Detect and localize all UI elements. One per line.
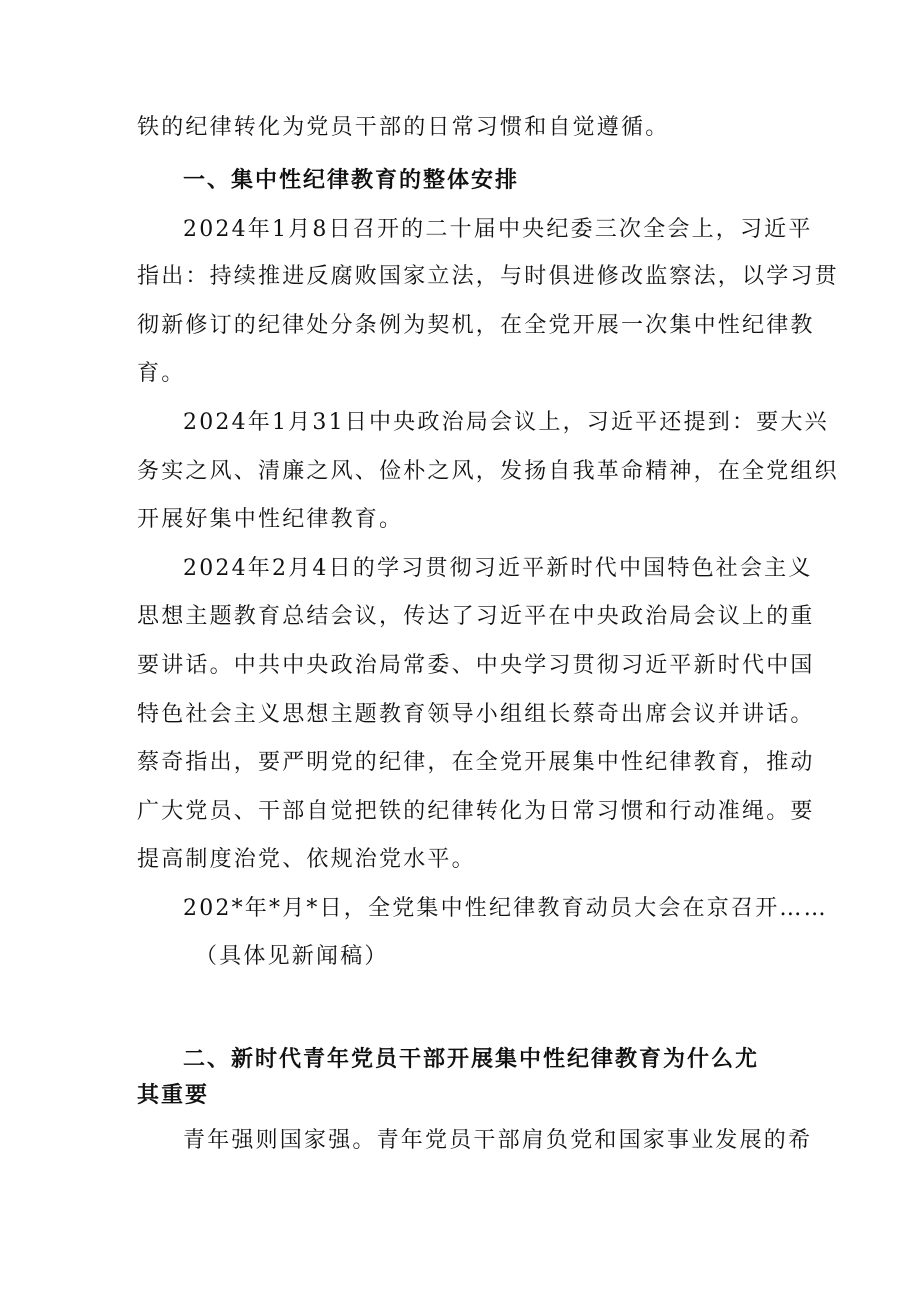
body-text-line: 开展好集中性纪律教育。 bbox=[137, 507, 404, 532]
body-text-line: 指出：持续推进反腐败国家立法，与时俱进修改监察法，以学习贯 bbox=[137, 264, 839, 289]
body-text-line: 2024年1月8日召开的二十届中央纪委三次全会上，习近平 bbox=[183, 217, 813, 242]
body-text-line: 铁的纪律转化为党员干部的日常习惯和自觉遵循。 bbox=[137, 115, 670, 140]
body-text-line: 202*年*月*日，全党集中性纪律教育动员大会在京召开…… bbox=[183, 896, 828, 921]
body-text-line: 提高制度治党、依规治党水平。 bbox=[137, 847, 476, 872]
note-text: （具体见新闻稿） bbox=[195, 944, 389, 969]
body-text-line: 广大党员、干部自觉把铁的纪律转化为日常习惯和行动准绳。要 bbox=[137, 799, 815, 824]
body-text-line: 育。 bbox=[137, 361, 186, 386]
body-text-line: 特色社会主义思想主题教育领导小组组长蔡奇出席会议并讲话。 bbox=[137, 702, 815, 727]
section-heading-2: 二、新时代青年党员干部开展集中性纪律教育为什么尤 bbox=[183, 1046, 760, 1072]
body-text-line: 务实之风、清廉之风、俭朴之风，发扬自我革命精神，在全党组织 bbox=[137, 459, 839, 484]
body-text-line: 2024年2月4日的学习贯彻习近平新时代中国特色社会主义 bbox=[183, 556, 813, 581]
body-text-line: 青年强则国家强。青年党员干部肩负党和国家事业发展的希 bbox=[183, 1128, 813, 1153]
body-text-line: 思想主题教育总结会议，传达了习近平在中央政治局会议上的重 bbox=[137, 604, 815, 629]
section-heading-1: 一、集中性纪律教育的整体安排 bbox=[183, 167, 520, 193]
section-heading-2-continued: 其重要 bbox=[137, 1082, 210, 1108]
body-text-line: 彻新修订的纪律处分条例为契机，在全党开展一次集中性纪律教 bbox=[137, 313, 815, 338]
body-text-line: 2024年1月31日中央政治局会议上，习近平还提到：要大兴 bbox=[183, 410, 829, 435]
body-text-line: 要讲话。中共中央政治局常委、中央学习贯彻习近平新时代中国 bbox=[137, 653, 815, 678]
body-text-line: 蔡奇指出，要严明党的纪律，在全党开展集中性纪律教育，推动 bbox=[137, 750, 815, 775]
